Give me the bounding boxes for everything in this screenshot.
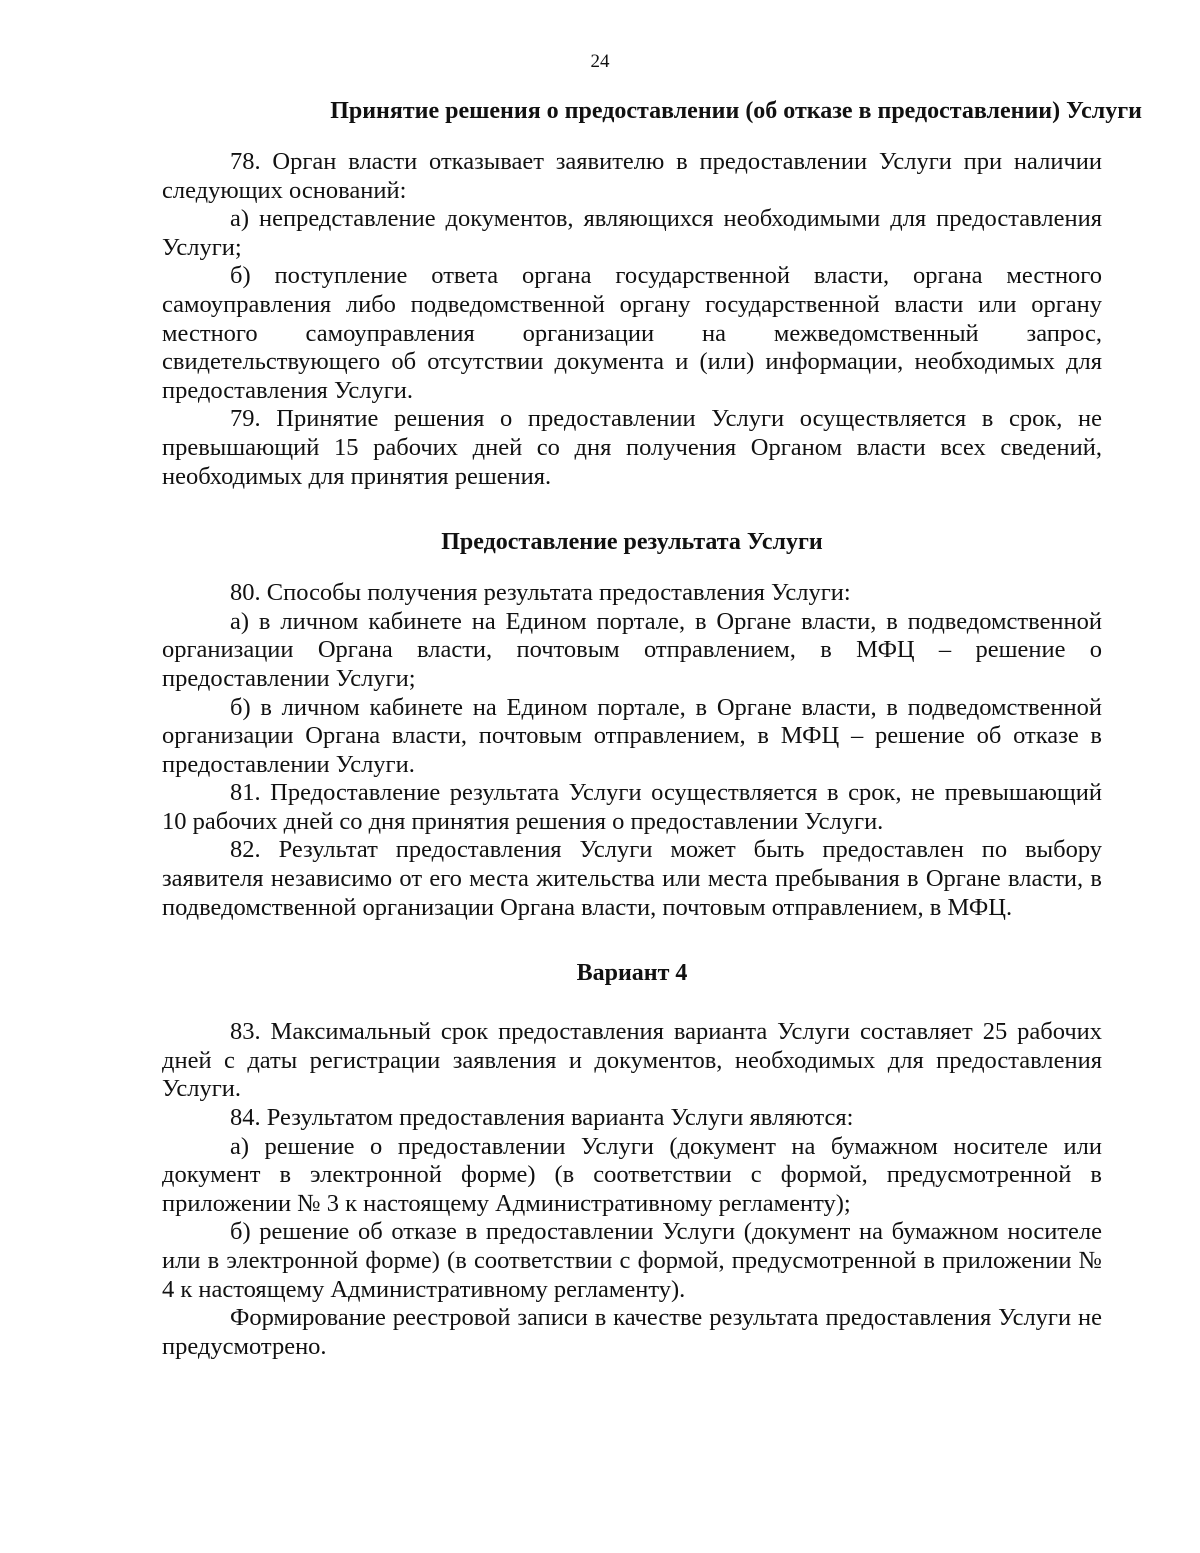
paragraph-79: 79. Принятие решения о предоставлении Услуги осуществляется в срок, не превышающий 15 рабочих дней со дня получения Органом власти всех сведений, необходимых для принятия решения. <box>162 405 1102 490</box>
paragraph-80: 80. Способы получения результата предоставления Услуги: <box>230 579 851 607</box>
paragraph-84-a: а) решение о предоставлении Услуги (документ на бумажном носителе или документ в электронной форме) (в соответствии с формой, предусмотренной в приложении № 3 к настоящему Административному регламенту); <box>162 1132 1102 1217</box>
section-heading-variant-4: Вариант 4 <box>576 960 688 987</box>
paragraph-80-a: а) в личном кабинете на Едином портале, в Органе власти, в подведомственной организации Органа власти, почтовым отправлением, в МФЦ – решение о предоставлении Услуги; <box>162 607 1102 692</box>
paragraph-80-b: б) в личном кабинете на Едином портале, в Органе власти, в подведомственной организации Органа власти, почтовым отправлением, в МФЦ – решение об отказе в предоставлении Услуги. <box>162 693 1102 778</box>
page-number: 24 <box>590 51 610 72</box>
paragraph-81: 81. Предоставление результата Услуги осуществляется в срок, не превышающий 10 рабочих дней со дня принятия решения о предоставлении Услуги. <box>162 779 1102 835</box>
paragraph-registry-note: Формирование реестровой записи в качестве результата предоставления Услуги не предусмотрено. <box>162 1304 1102 1360</box>
paragraph-78: 78. Орган власти отказывает заявителю в предоставлении Услуги при наличии следующих оснований: <box>162 148 1102 204</box>
paragraph-78-a: а) непредставление документов, являющихся необходимыми для предоставления Услуги; <box>162 205 1102 261</box>
paragraph-84-b: б) решение об отказе в предоставлении Услуги (документ на бумажном носителе или в электронной форме) (в соответствии с формой, предусмотренной в приложении № 4 к настоящему Административному регламенту). <box>162 1218 1102 1303</box>
section-heading-decision: Принятие решения о предоставлении (об отказе в предоставлении) Услуги <box>330 98 1142 124</box>
paragraph-82: 82. Результат предоставления Услуги может быть предоставлен по выбору заявителя независимо от его места жительства или места пребывания в Органе власти, в подведомственной организации Органа власти, почтовым отправлением, в МФЦ. <box>162 836 1102 921</box>
document-body <box>162 96 1142 1361</box>
section-heading-result: Предоставление результата Услуги <box>441 529 823 556</box>
paragraph-83: 83. Максимальный срок предоставления варианта Услуги составляет 25 рабочих дней с даты регистрации заявления и документов, необходимых для предоставления Услуги. <box>162 1018 1102 1103</box>
paragraph-78-b: б) поступление ответа органа государственной власти, органа местного самоуправления либо подведомственной органу государственной власти или органу местного самоуправления организации на межведомственный запрос, свидетельствующего об отсутствии документа и (или) информации, необходимых для предоставления Услуги. <box>162 262 1102 404</box>
paragraph-84: 84. Результатом предоставления варианта Услуги являются: <box>230 1104 854 1132</box>
